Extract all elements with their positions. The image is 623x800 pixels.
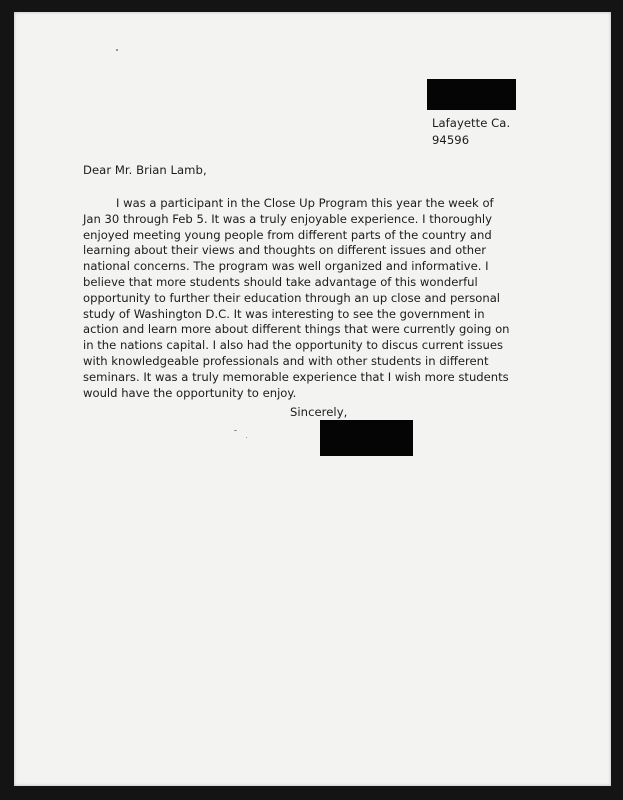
redacted-sender-name <box>427 79 516 110</box>
body-line-12: seminars. It was a truly memorable experience that I wish more students <box>83 369 509 384</box>
scan-speck <box>234 430 237 431</box>
address-city: Lafayette Ca. <box>432 116 511 130</box>
body-line-13: would have the opportunity to enjoy. <box>83 385 297 400</box>
address-zip: 94596 <box>432 133 470 147</box>
redacted-signature <box>320 420 413 456</box>
greeting: Dear Mr. Brian Lamb, <box>83 163 207 177</box>
body-line-3: enjoyed meeting young people from different parts of the country and <box>83 227 492 242</box>
scan-speck <box>246 437 247 438</box>
body-line-6: believe that more students should take advantage of this wonderful <box>83 275 478 289</box>
body-line-10: in the nations capital. I also had the opportunity to discus current issues <box>83 338 504 353</box>
scan-speck <box>116 49 118 51</box>
body-line-5: national concerns. The program was well organized and informative. I <box>83 259 489 274</box>
body-line-11: with knowledgeable professionals and with other students in different <box>83 354 489 368</box>
body-line-9: action and learn more about different things that were currently going on <box>83 322 510 337</box>
body-line-2: Jan 30 through Feb 5. It was a truly enjoyable experience. I thoroughly <box>83 211 492 226</box>
closing: Sincerely, <box>290 405 348 419</box>
body-line-1: I was a participant in the Close Up Program this year the week of <box>116 196 494 210</box>
letter-page <box>14 12 611 786</box>
body-line-7: opportunity to further their education through an up close and personal <box>83 290 501 305</box>
body-line-4: learning about their views and thoughts on different issues and other <box>83 243 486 258</box>
body-line-8: study of Washington D.C. It was interesting to see the government in <box>83 306 485 321</box>
